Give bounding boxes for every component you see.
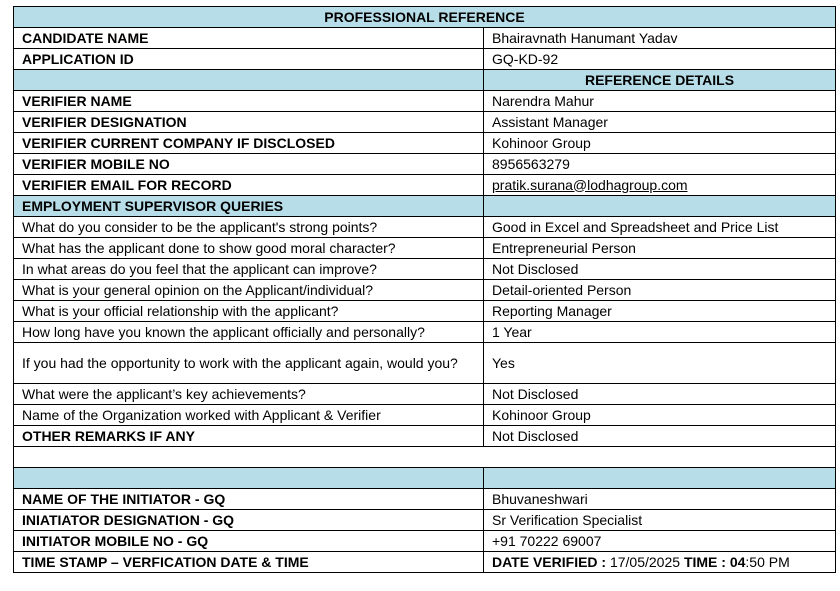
- blank-cell: [14, 447, 836, 468]
- initiator-mobile-row: [14, 531, 836, 552]
- initiator-name-row: [14, 489, 836, 510]
- query-row: [14, 259, 836, 280]
- query-answer: Yes: [484, 343, 836, 384]
- date-value: 17/05/2025: [609, 553, 681, 570]
- field-label: VERIFIER NAME: [14, 91, 484, 112]
- field-value: 8956563279: [484, 154, 836, 175]
- section-spacer-cell: [14, 70, 484, 91]
- query-row: [14, 405, 836, 426]
- field-value: Kohinoor Group: [484, 133, 836, 154]
- query-question: If you had the opportunity to work with the applicant again, would you?: [14, 343, 484, 384]
- query-row: [14, 238, 836, 259]
- query-answer: Entrepreneurial Person: [484, 238, 836, 259]
- field-value: Narendra Mahur: [484, 91, 836, 112]
- query-answer: Kohinoor Group: [484, 405, 836, 426]
- verifier-designation-row: [14, 112, 836, 133]
- query-question: Name of the Organization worked with Applicant & Verifier: [14, 405, 484, 426]
- time-rest: :50 PM: [745, 553, 790, 570]
- field-value: Assistant Manager: [484, 112, 836, 133]
- field-label: VERIFIER EMAIL FOR RECORD: [14, 175, 484, 196]
- reference-details-header-row: [14, 70, 836, 91]
- query-answer: Detail-oriented Person: [484, 280, 836, 301]
- field-label: INITIATOR MOBILE NO - GQ: [14, 531, 484, 552]
- query-row: [14, 322, 836, 343]
- query-question: What is your general opinion on the Applicant/individual?: [14, 280, 484, 301]
- query-row: [14, 343, 836, 384]
- verifier-mobile-row: [14, 154, 836, 175]
- section-title: REFERENCE DETAILS: [484, 70, 836, 91]
- field-label: VERIFIER CURRENT COMPANY IF DISCLOSED: [14, 133, 484, 154]
- field-label: VERIFIER MOBILE NO: [14, 154, 484, 175]
- candidate-name-row: [14, 28, 836, 49]
- reference-sheet: [13, 6, 836, 573]
- verifier-name-row: [14, 91, 836, 112]
- page-title: PROFESSIONAL REFERENCE: [14, 7, 836, 28]
- section-header-row: [14, 7, 836, 28]
- section-spacer-cell: [484, 468, 836, 489]
- timestamp-row: [14, 552, 836, 573]
- field-label: CANDIDATE NAME: [14, 28, 484, 49]
- query-row: [14, 301, 836, 322]
- field-label: VERIFIER DESIGNATION: [14, 112, 484, 133]
- query-row: [14, 384, 836, 405]
- query-question: What is your official relationship with the applicant?: [14, 301, 484, 322]
- field-label: APPLICATION ID: [14, 49, 484, 70]
- field-value: GQ-KD-92: [484, 49, 836, 70]
- query-question: What has the applicant done to show good moral character?: [14, 238, 484, 259]
- date-label: DATE VERIFIED :: [492, 553, 607, 570]
- field-label: NAME OF THE INITIATOR - GQ: [14, 489, 484, 510]
- query-question: How long have you known the applicant officially and personally?: [14, 322, 484, 343]
- verifier-email-link[interactable]: pratik.surana@lodhagroup.com: [492, 176, 688, 193]
- time-label: TIME :: [683, 553, 726, 570]
- field-value: Not Disclosed: [484, 426, 836, 447]
- initiator-designation-row: [14, 510, 836, 531]
- query-answer: Not Disclosed: [484, 384, 836, 405]
- query-answer: 1 Year: [484, 322, 836, 343]
- query-answer: Good in Excel and Spreadsheet and Price List: [484, 217, 836, 238]
- field-value: +91 70222 69007: [484, 531, 836, 552]
- query-row: [14, 280, 836, 301]
- timestamp-value: [484, 552, 836, 573]
- query-question: In what areas do you feel that the applicant can improve?: [14, 259, 484, 280]
- field-label: OTHER REMARKS IF ANY: [14, 426, 484, 447]
- time-hour: 04: [729, 553, 746, 570]
- query-answer: Reporting Manager: [484, 301, 836, 322]
- query-question: What were the applicant’s key achievements?: [14, 384, 484, 405]
- blank-section-row: [14, 468, 836, 489]
- field-label: INIATIATOR DESIGNATION - GQ: [14, 510, 484, 531]
- section-spacer-cell: [484, 196, 836, 217]
- query-answer: Not Disclosed: [484, 259, 836, 280]
- section-spacer-cell: [14, 468, 484, 489]
- queries-header-row: [14, 196, 836, 217]
- query-question: What do you consider to be the applicant's strong points?: [14, 217, 484, 238]
- other-remarks-row: [14, 426, 836, 447]
- field-value: Bhairavnath Hanumant Yadav: [484, 28, 836, 49]
- query-row: [14, 217, 836, 238]
- section-title: EMPLOYMENT SUPERVISOR QUERIES: [14, 196, 484, 217]
- field-value: Bhuvaneshwari: [484, 489, 836, 510]
- field-value: Sr Verification Specialist: [484, 510, 836, 531]
- field-label: TIME STAMP – VERFICATION DATE & TIME: [14, 552, 484, 573]
- blank-row: [14, 447, 836, 468]
- application-id-row: [14, 49, 836, 70]
- verifier-company-row: [14, 133, 836, 154]
- field-value: [484, 175, 836, 196]
- verifier-email-row: [14, 175, 836, 196]
